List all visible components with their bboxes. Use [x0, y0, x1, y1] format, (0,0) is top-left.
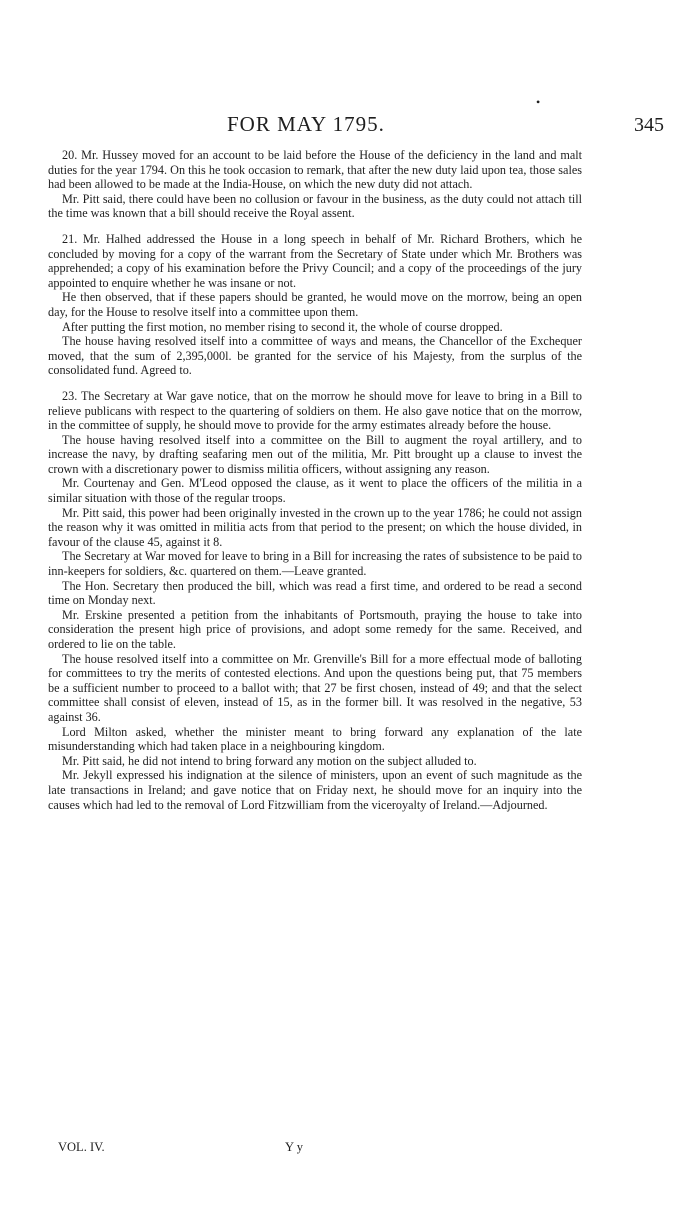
- paragraph: He then observed, that if these papers should be granted, he would move on the morrow, being an open day, for the House to resolve itself into a committee upon them.: [48, 290, 582, 319]
- paragraph: Mr. Pitt said, there could have been no collusion or favour in the business, as the duty could not attach till the time was known that a bill should receive the Royal assent.: [48, 191, 582, 221]
- paragraph: The house having resolved itself into a committee of ways and means, the Chancellor of the Exchequer moved, that the sum of 2,395,000l. be granted for the service of his Majesty, from the surplus of the consolidated fund. Agreed to.: [48, 334, 582, 378]
- paragraph: Mr. Erskine presented a petition from the inhabitants of Portsmouth, praying the house to take into consideration the present high price of provisions, and adopt some remedy for the same. Received, and ordered to lie on the table.: [48, 607, 582, 651]
- page-header: [0, 112, 694, 142]
- paragraph: The house having resolved itself into a committee on the Bill to augment the royal artillery, and to increase the navy, by drafting seafaring men out of the militia, Mr. Pitt brought up a clause to invest the crown with a discretionary power to dismiss militia officers, without assigning any reason.: [48, 432, 582, 476]
- paragraph: 23. The Secretary at War gave notice, that on the morrow he should move for leave to bring in a Bill to relieve publicans with respect to the quartering of soldiers on them. He also gave notice that on the morrow, in the committee of supply, he should move to provide for the army estimates already before the house.: [48, 388, 582, 433]
- body-text: [48, 148, 582, 812]
- paragraph: 21. Mr. Halhed addressed the House in a long speech in behalf of Mr. Richard Brothers, which he concluded by moving for a copy of the warrant from the Secretary of State under which Mr. Brothers was apprehended; a copy of his examination before the Privy Council; and a copy of the proceedings of the jury appointed to enquire whether he was insane or not.: [48, 231, 582, 290]
- paragraph: Mr. Jekyll expressed his indignation at the silence of ministers, upon an event of such magnitude as the late transactions in Ireland; and gave notice that on Friday next, he should move for an inquiry into the causes which had led to the removal of Lord Fitzwilliam from the viceroyalty of Ireland.—Adjourned.: [48, 768, 582, 812]
- signature-mark: Y y: [285, 1140, 303, 1154]
- paragraph: 20. Mr. Hussey moved for an account to be laid before the House of the deficiency in the land and malt duties for the year 1794. On this he took occasion to remark, that after the new duty laid upon tea, those sales had been allowed to be made at the India-House, on which the new duty did not attach.: [48, 148, 582, 192]
- paragraph: The Secretary at War moved for leave to bring in a Bill for increasing the rates of subsistence to be paid to inn-keepers for soldiers, &c. quartered on them.—Leave granted.: [48, 549, 582, 579]
- paragraph: Lord Milton asked, whether the minister meant to bring forward any explanation of the late misunderstanding which had taken place in a neighbouring kingdom.: [48, 724, 582, 754]
- page-number: 345: [634, 114, 664, 136]
- paragraph: Mr. Pitt said, he did not intend to bring forward any motion on the subject alluded to.: [62, 753, 477, 768]
- paragraph: The house resolved itself into a committee on Mr. Grenville's Bill for a more effectual mode of balloting for committees to try the merits of contested elections. And upon the questions being put, that 75 members be a sufficient number to proceed to a ballot with; that 27 be first chosen, instead of 49; and that the select committee shall consist of eleven, instead of 15, as in the former bill. It was resolved in the negative, 53 against 36.: [48, 651, 582, 724]
- paragraph: Mr. Pitt said, this power had been originally invested in the crown up to the year 1786; he could not assign the reason why it was omitted in militia acts from that period to the present; on which the house divided, in favour of the clause 45, against it 8.: [48, 505, 582, 549]
- paragraph: After putting the first motion, no member rising to second it, the whole of course dropped.: [62, 319, 503, 334]
- volume-signature: VOL. IV.: [58, 1140, 105, 1154]
- paragraph: The Hon. Secretary then produced the bill, which was read a first time, and ordered to be read a second time on Monday next.: [48, 578, 582, 608]
- printer-mark: •: [536, 95, 541, 109]
- paragraph: Mr. Courtenay and Gen. M'Leod opposed the clause, as it went to place the officers of the militia in a similar situation with those of the regular troops.: [48, 476, 582, 506]
- page-footer: [0, 1140, 694, 1160]
- running-title: FOR MAY 1795.: [227, 112, 385, 136]
